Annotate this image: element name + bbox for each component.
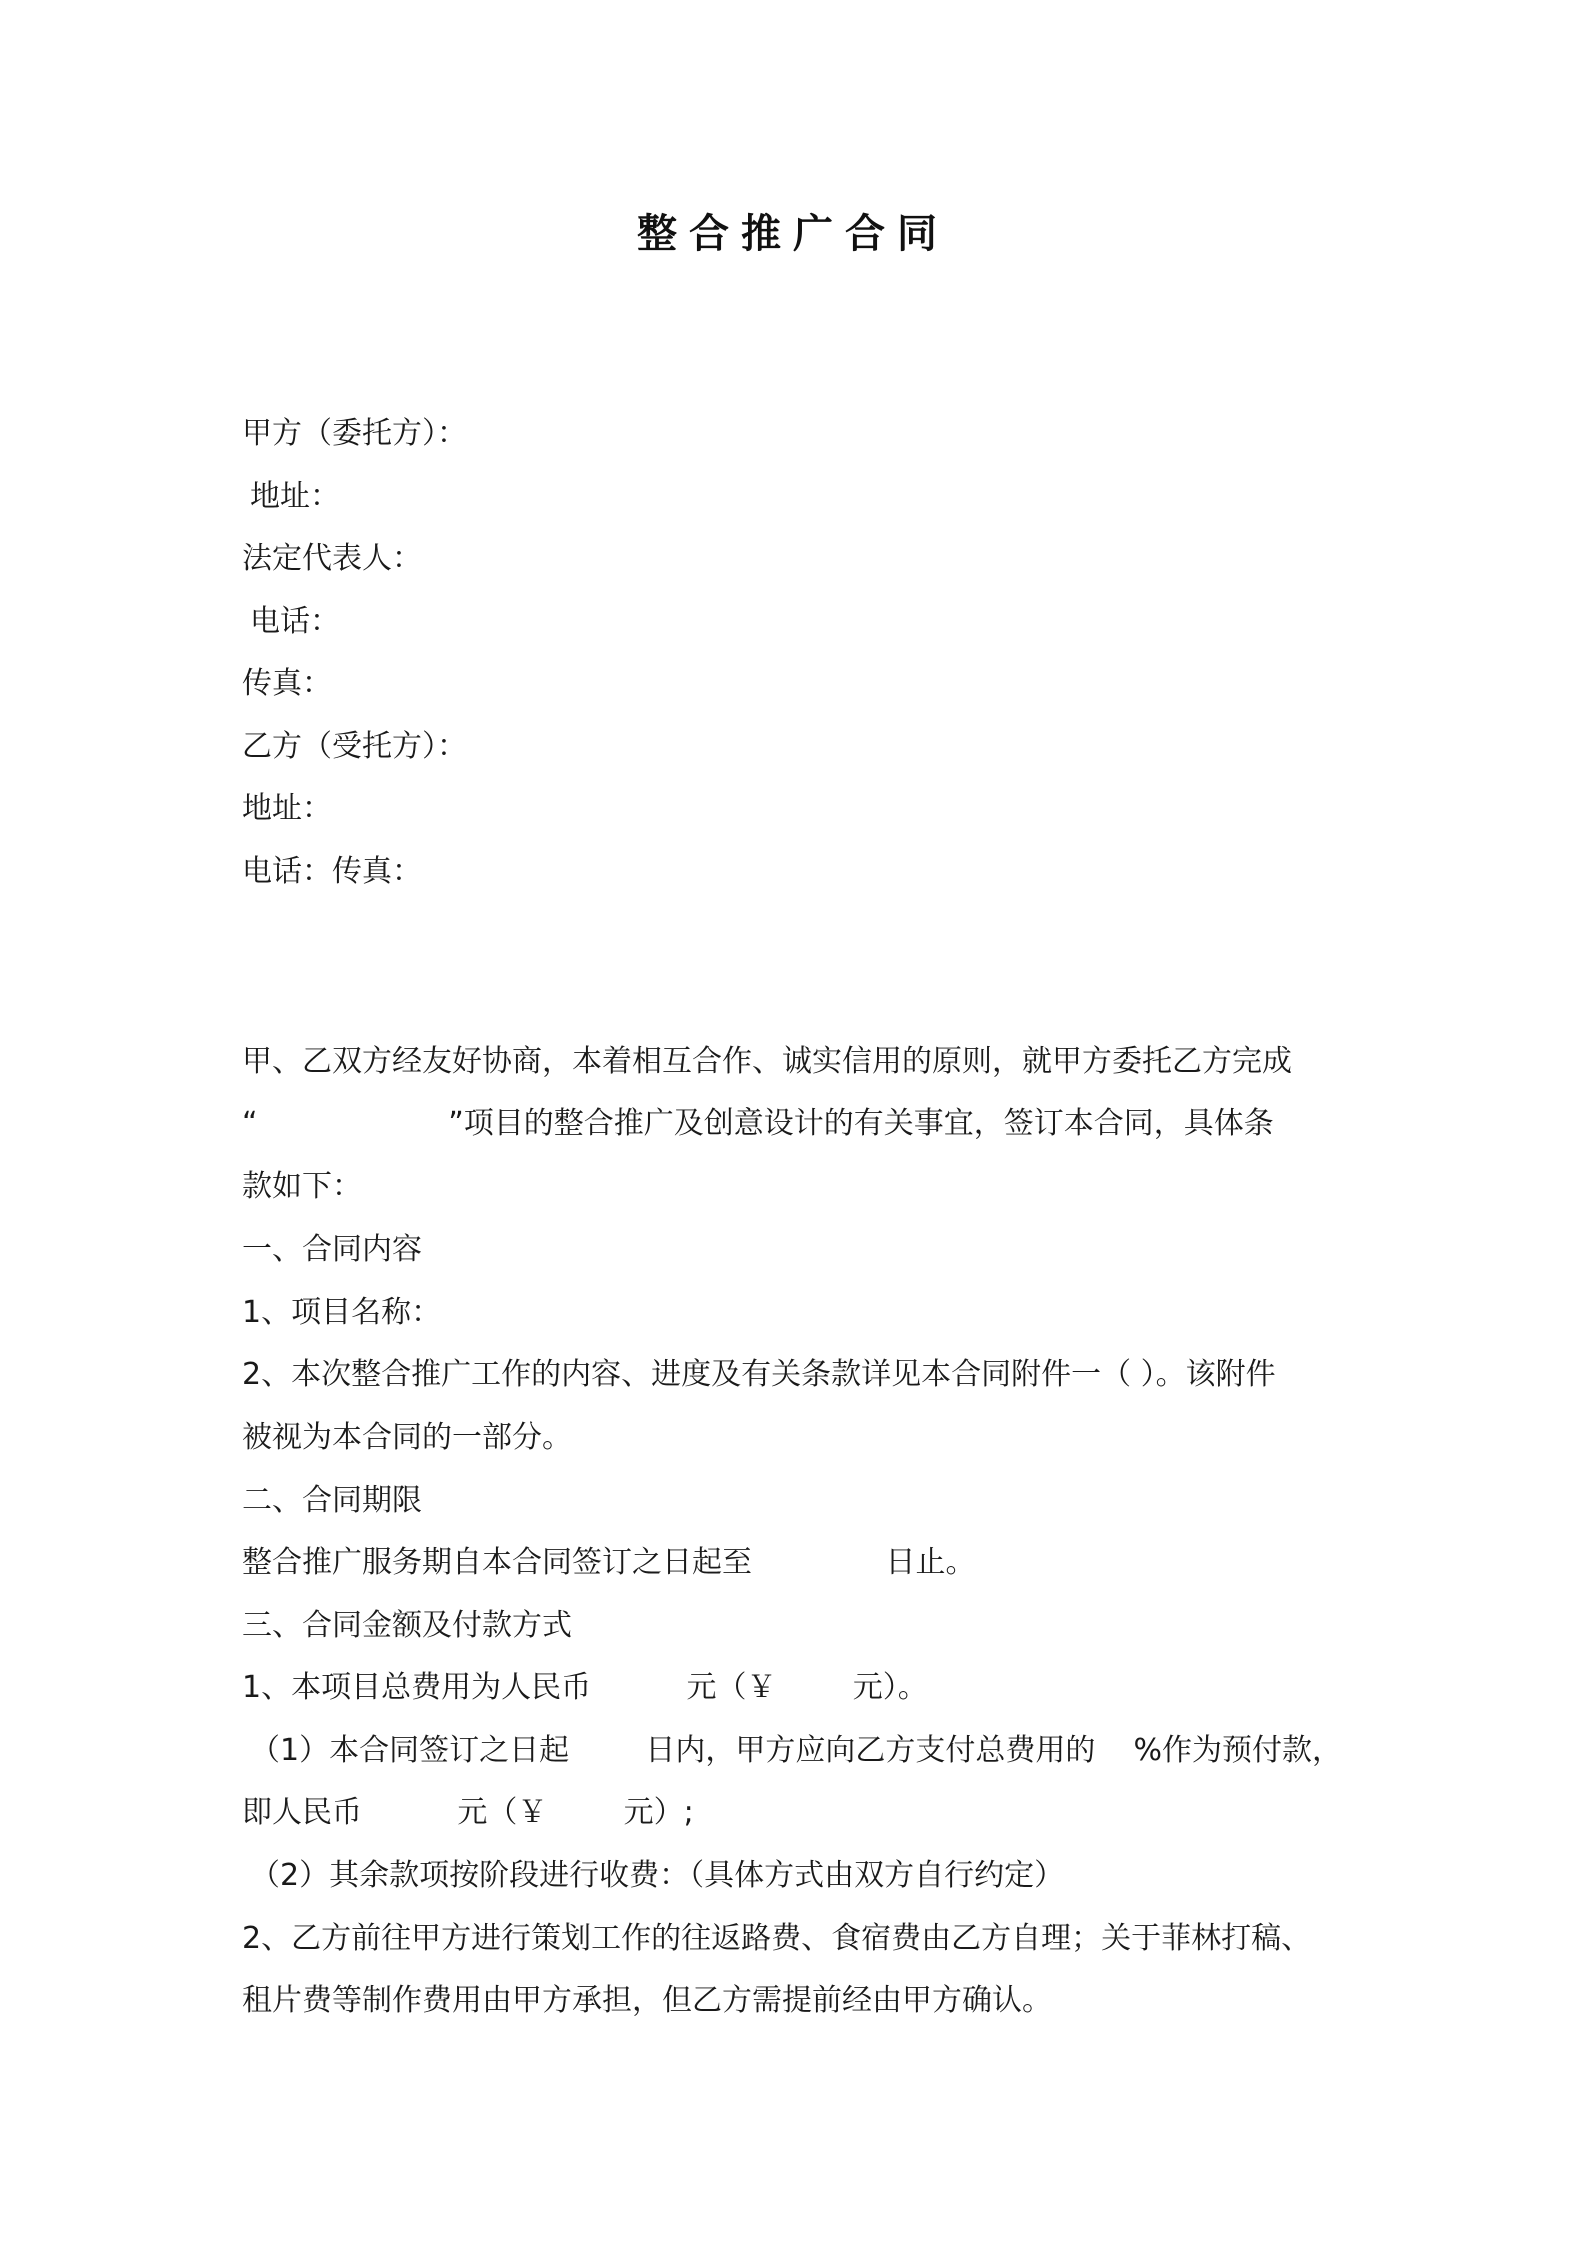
party-b-phone-fax: 电话：传真： — [242, 854, 422, 889]
preamble-line-3: 款如下： — [242, 1169, 362, 1204]
section-3-sub-1-line-2: 即人民币 元（￥ 元）; — [242, 1795, 694, 1830]
party-a-fax: 传真： — [242, 666, 332, 701]
section-2-body: 整合推广服务期自本合同签订之日起至 日止。 — [242, 1545, 976, 1580]
section-3-heading: 三、合同金额及付款方式 — [242, 1608, 572, 1643]
section-1-item-1: 1、项目名称： — [242, 1295, 442, 1330]
preamble-line-2: “ ”项目的整合推广及创意设计的有关事宜，签订本合同，具体条 — [242, 1106, 1274, 1141]
party-a-legal-rep: 法定代表人： — [242, 541, 422, 576]
document-title: 整合推广合同 — [637, 211, 949, 257]
section-1-item-2-line-1: 2、本次整合推广工作的内容、进度及有关条款详见本合同附件一（ ）。该附件 — [242, 1357, 1276, 1392]
section-3-item-2-line-2: 租片费等制作费用由甲方承担，但乙方需提前经由甲方确认。 — [242, 1983, 1052, 2018]
party-a-address: 地址： — [250, 479, 340, 514]
party-b-heading: 乙方（受托方）： — [242, 729, 467, 764]
section-2-heading: 二、合同期限 — [242, 1483, 422, 1518]
section-3-item-1: 1、本项目总费用为人民币 元（￥ 元）。 — [242, 1670, 928, 1705]
party-a-heading: 甲方（委托方）： — [242, 416, 467, 451]
party-b-address: 地址： — [242, 791, 332, 826]
section-3-sub-2: （2）其余款项按阶段进行收费：（具体方式由双方自行约定） — [250, 1858, 1065, 1893]
party-a-phone: 电话： — [250, 604, 340, 639]
section-3-item-2-line-1: 2、乙方前往甲方进行策划工作的往返路费、食宿费由乙方自理；关于菲林打稿、 — [242, 1921, 1312, 1956]
section-3-sub-1-line-1: （1）本合同签订之日起 日内，甲方应向乙方支付总费用的 %作为预付款， — [250, 1733, 1343, 1768]
section-1-item-2-line-2: 被视为本合同的一部分。 — [242, 1420, 572, 1455]
preamble-line-1: 甲、乙双方经友好协商，本着相互合作、诚实信用的原则，就甲方委托乙方完成 — [242, 1044, 1292, 1079]
section-1-heading: 一、合同内容 — [242, 1232, 422, 1267]
